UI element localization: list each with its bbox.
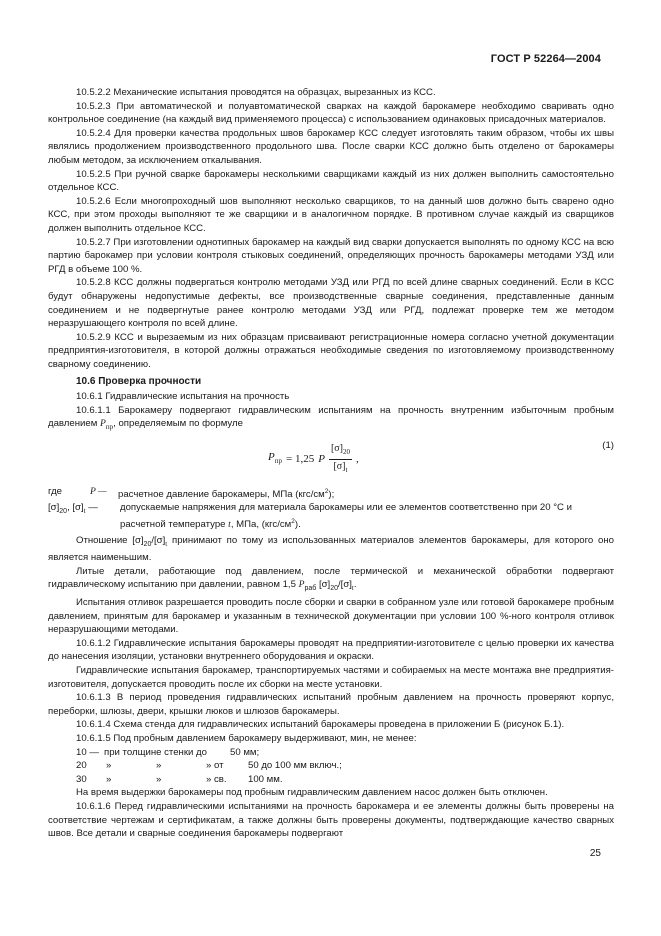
paragraph-transport: Гидравлические испытания барокамер, транспортируемых частями и собираемых на месте монтажа вне предприятия-изготовителя, допускается проводить после их сборки на месте установки. [48,664,614,690]
where-word: где [48,485,63,497]
paragraph-cast [48,565,614,596]
def2-term-b: , [σ] [67,502,84,514]
formula-coef: = 1,25 [285,452,315,465]
list-label: при толщине стенки до [104,746,207,758]
cast-mid2: /[σ] [338,579,352,591]
def2-term-b-sub: t [83,507,86,516]
formula-denominator [333,460,347,476]
list-quote-2: » [156,773,162,785]
formula [268,443,359,476]
list-label: » от [206,760,224,772]
def2-before: допускаемые напряжения для материала барокамеры или ее элементов соответственно при 20 °С и расчетной температуре [120,502,572,531]
paragraph-10-5-2-4: 10.5.2.4 Для проверки качества продольных швов барокамер КСС следует изготовлять таким образом, чтобы их швы являлись продолжением производственного продольного шва. После сварки КСС должно быть отделено от барокамеры любым методом, за исключением откалывания. [48,127,614,166]
formula-den-sigma: [σ] [333,460,346,472]
formula-fraction [329,443,352,476]
def2-sup: 2 [291,518,295,526]
list-label: » св. [206,773,227,785]
paragraph-10-5-2-2: 10.5.2.2 Механические испытания проводятся на образцах, вырезанных из КСС. [76,87,436,98]
def2-term-a: [σ] [48,502,60,514]
list-minutes: 20 [76,760,87,772]
formula-p: P [318,452,325,465]
cast-sub2: t [351,584,354,593]
page-header: ГОСТ Р 52264—2004 [490,53,601,65]
cast-p-sub: раб [304,585,317,593]
formula-den-sub: t [345,465,348,474]
page-number: 25 [589,848,601,859]
def1-sup: 2 [324,487,329,495]
equation-number: (1) [602,439,614,451]
cast-before: Литые детали, работающие под давлением, после термической и механической обработки подвергают гидравлическому испытанию при давлении, равном 1,5 [48,565,614,591]
paragraph-10-5-2-8: 10.5.2.8 КСС должны подвергаться контролю методами УЗД или РГД по всей длине сварных соединений. Если в КСС будут обнаружены недопустимые дефекты, все производственные сварные соединения, представленные данным соединением и не подвергнутые ранее контролю методами УЗД или РГД, подлежат проверке тем же методом неразрушающего контроля по всей длине. [48,277,614,330]
paragraph-10-6-1-4: 10.6.1.4 Схема стенда для гидравлических испытаний барокамеры проведена в приложении Б (рисунок Б.1). [76,719,565,731]
formula-numerator [329,443,352,460]
list-value: 50 мм; [230,746,260,758]
formula-block [48,439,614,479]
def2-t: t [228,519,231,531]
ratio-after: принимают по тому из использованных материалов элементов барокамеры, для которого оно является наименьшим. [48,534,614,564]
paragraph-10-5-2-5: 10.5.2.5 При ручной сварке барокамеры несколькими сварщиками каждый из них должен выполнить самостоятельно отдельное КСС. [48,168,614,194]
document-body [48,86,614,841]
cast-after: . [353,579,357,591]
paragraph-10-6-1-5: 10.6.1.5 Под пробным давлением барокамеру выдерживают, мин, не менее: [76,732,417,744]
list-value: 100 мм. [248,773,283,785]
paragraph-10-5-2-3: 10.5.2.3 При автоматической и полуавтоматической сварках на каждой барокамере необходимо сваривать одно контрольное соединение (на каждый вид применяемого процесса) с использованием одинаковых присадочных материалов. [48,100,614,126]
formula-lhs-sub: пр [274,456,282,465]
subsection-heading: 10.6.1 Гидравлические испытания на прочность [76,391,290,403]
paragraph-10-5-2-7: 10.5.2.7 При изготовлении однотипных барокамер на каждый вид сварки допускается выполнять по одному КСС на всю партию барокамер при условии контроля стыковых соединений, определяющих прочность барокамеры методами УЗД или РГД в объеме 100 %. [48,236,614,275]
intro-text: 10.6.1.1 Барокамеру подвергают гидравлическим испытаниям на прочность внутренним избыточным пробным давлением [48,404,614,430]
ratio-sub2: t [165,539,168,548]
paragraph-10-5-2-9: 10.5.2.9 КСС и вырезаемым из них образцам присваивают регистрационные номера согласно учетной документации предприятия-изготовителя, в которой должны отражаться необходимые сведения по изготовляемому производственному сварному соединению. [48,331,614,370]
formula-num-sigma: [σ] [330,442,343,454]
paragraph-10-6-1-6: 10.6.1.6 Перед гидравлическими испытаниями на прочность барокамера и ее элементы должны быть проверены на соответствие чертежам и сертификатам, а также должны быть проверены документы, подтверждающие качество сварных швов. Все детали и сварные соединения барокамеры подвергают [48,800,614,840]
intro-subscript: пр [105,423,114,432]
list-quote-1: » [106,760,112,772]
list-value: 50 до 100 мм включ.; [248,760,342,772]
list-item [48,746,614,760]
definition-p-term: P — [90,485,107,497]
paragraph-castings: Испытания отливок разрешается проводить после сборки и сварки в собранном узле или готовой барокамере пробным давлением, принятым для барокамер и указанным в технической документации при условии 100 %-ного контроля отливок неразрушающими методами. [48,597,614,636]
intro-symbol: P [100,418,106,430]
section-heading: 10.6 Проверка прочности [76,376,202,388]
def1-before: расчетное давление барокамеры, МПа (кгс/см [118,488,325,500]
definition-desc [118,485,614,502]
list-quote-2: » [156,760,162,772]
ratio-mid: /[σ] [151,534,166,546]
ratio-before: Отношение [σ] [76,534,144,546]
formula-tail: , [356,452,359,465]
paragraph-pump: На время выдержки барокамеры под пробным гидравлическим давлением насос должен быть отключен. [76,787,548,799]
def1-after: ); [328,488,335,500]
paragraph-10-6-1-1 [48,404,614,435]
ratio-sub1: 20 [143,540,152,548]
definition-row [48,501,614,531]
definition-row [48,485,614,502]
paragraph-10-6-1-2: 10.6.1.2 Гидравлические испытания барокамеры проводят на предприятии-изготовителе с целью проверки их качества до нанесения изоляции, установки внутреннего оборудования и окраски. [48,637,614,663]
cast-mid1: [σ] [316,579,331,591]
definition-term [48,485,118,502]
paragraph-10-5-2-6: 10.5.2.6 Если многопроходный шов выполняют несколько сварщиков, то на данный шов должно быть сварено одно КСС, при этом проходы выполняют те же сварщики и в аналогичном порядке. В противном случае каждый из сварщиков должен выполнить отдельное КСС. [48,195,614,234]
hold-time-list [48,746,614,787]
def2-mid: , МПа, (кгс/см [230,519,292,531]
def2-term-dash: — [85,502,98,514]
definition-desc [120,501,614,531]
definitions-list [48,485,614,532]
list-minutes: 30 [76,773,87,785]
formula-lhs: P [268,450,275,463]
paragraph-ratio [48,534,614,565]
list-item [48,773,614,787]
formula-num-sub: 20 [343,447,350,456]
paragraph-10-6-1-3: 10.6.1.3 В период проведения гидравлических испытаний пробным давлением на прочность проверяют корпус, переборки, шлюзы, двери, крышки люков и шлюзов барокамеры. [48,692,614,717]
cast-sub1: 20 [330,585,338,593]
list-item [48,759,614,773]
list-quote-1: » [106,773,112,785]
intro-after: , определяемым по формуле [113,418,243,430]
def2-after: ). [294,519,301,531]
cast-p: P [298,579,305,591]
definition-term [48,501,120,531]
def2-term-a-sub: 20 [59,508,68,516]
list-minutes: 10 — [76,746,99,758]
